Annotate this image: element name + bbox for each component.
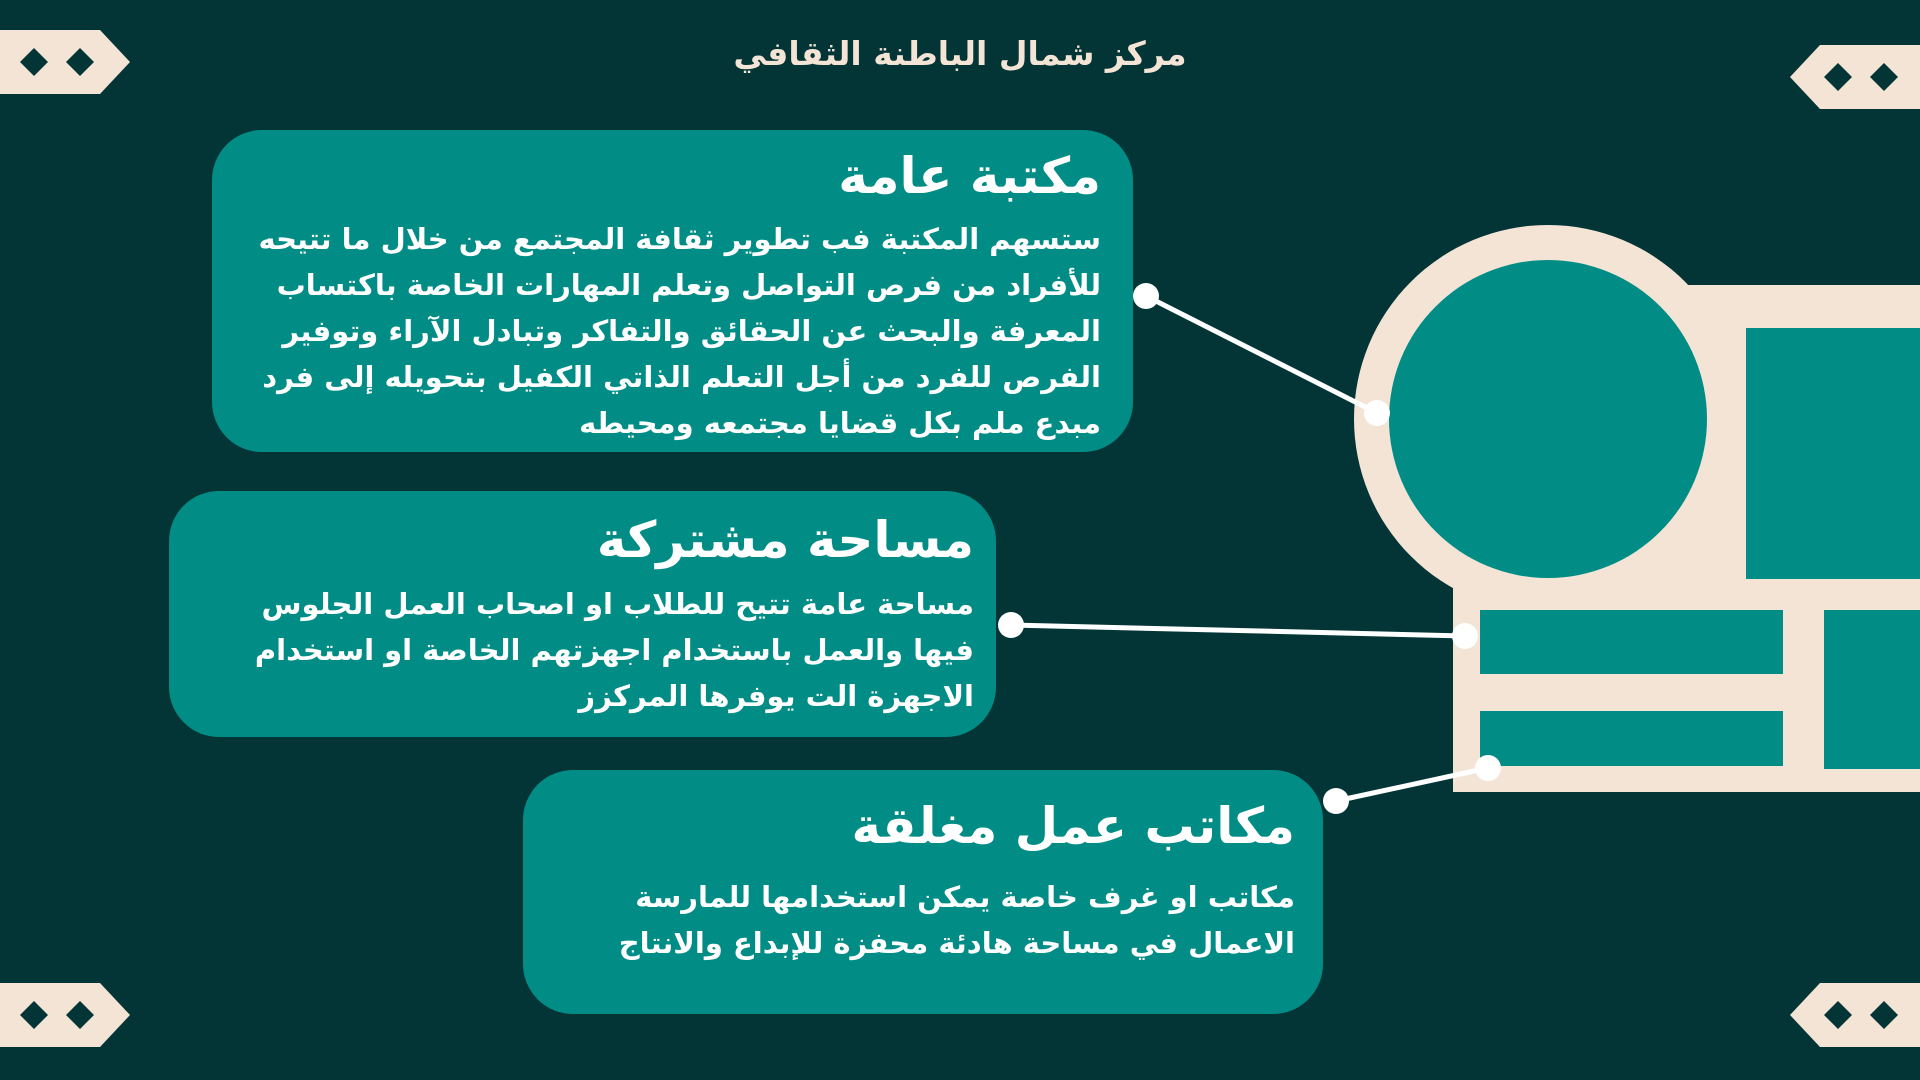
plan-right-room [1746,328,1920,579]
library-description: ستسهم المكتبة فب تطوير ثقافة المجتمع من خلال ما تتيحه للأفراد من فرص التواصل وتعلم المهارات الخاصة باكتساب المعرفة والبحث عن الحقائق والتفاكر وتبادل الآراء وتوفير الفرص للفرد من أجل التعلم الذاتي الكفيل بتحويله إلى فرد مبدع ملم بكل قضايا مجتمعه ومحيطه [258,222,1101,440]
connector-shared [1011,625,1465,636]
connector-library-end-dot [1364,400,1390,426]
library-heading: مكتبة عامة [838,147,1101,205]
library-card [212,130,1133,452]
plan-office-room [1480,711,1783,766]
page-title: مركز شمال الباطنة الثقافي [733,34,1187,73]
shared-space-description: مساحة عامة تتيح للطلاب او اصحاب العمل الجلوس فيها والعمل باستخدام اجهزتهم الخاصة او استخدام الاجهزة الت يوفرها المركزز [254,587,974,713]
connector-library [1146,296,1377,413]
plan-shared-room [1480,610,1783,674]
connector-offices-end-dot [1475,755,1501,781]
closed-offices-card [523,770,1323,1014]
floor-plan [1354,225,1920,792]
shared-space-card [169,491,996,737]
shared-space-heading: مساحة مشتركة [596,511,974,569]
connector-offices-start-dot [1323,788,1349,814]
plan-side-room [1824,610,1920,769]
closed-offices-heading: مكاتب عمل مغلقة [851,797,1295,855]
connector-shared-start-dot [998,612,1024,638]
connector-library-start-dot [1133,283,1159,309]
closed-offices-description: مكاتب او غرف خاصة يمكن استخدامها للمارسة الاعمال في مساحة هادئة محفزة للإبداع والانتاج [618,880,1295,960]
connector-shared-end-dot [1452,623,1478,649]
plan-library-room [1389,260,1707,578]
